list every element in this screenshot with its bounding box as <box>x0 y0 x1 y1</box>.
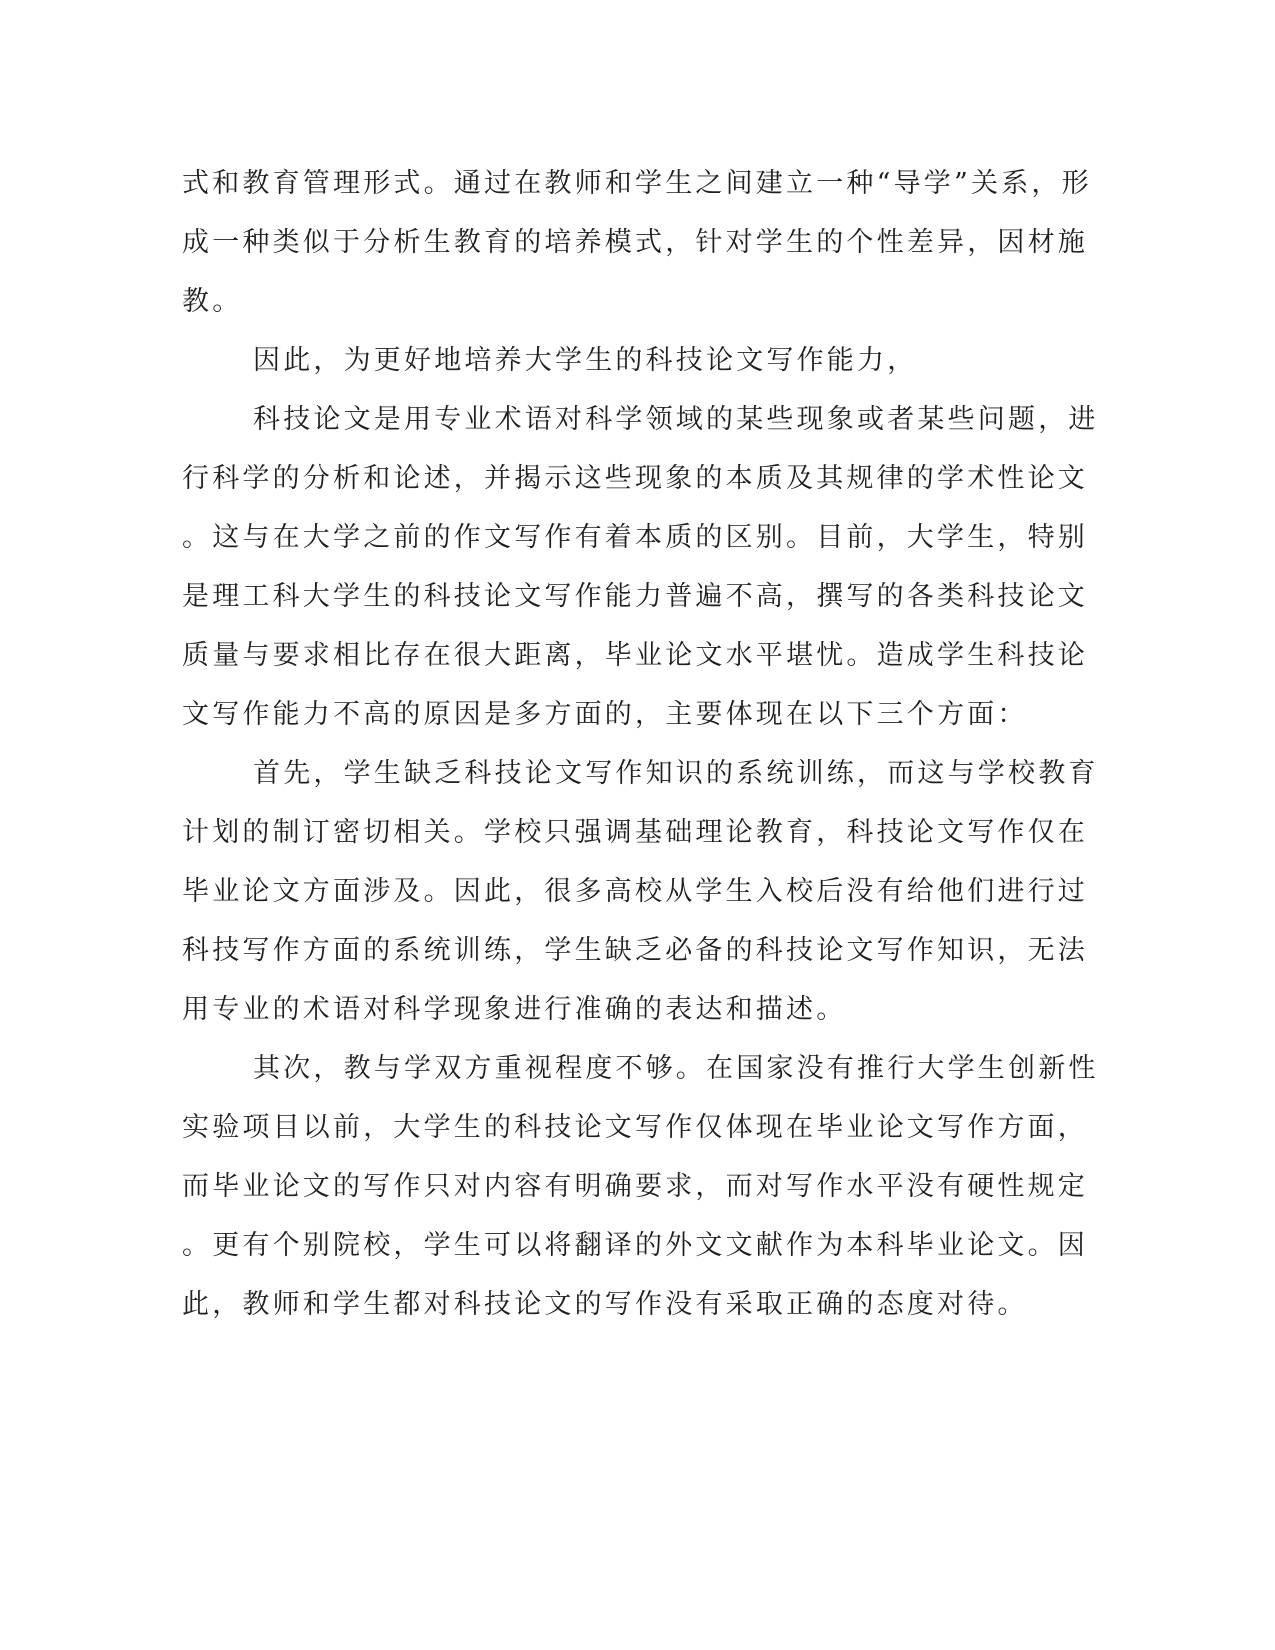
document-body <box>182 154 1099 1334</box>
text-line: 毕业论文方面涉及。因此，很多高校从学生入校后没有给他们进行过 <box>182 876 1088 907</box>
paragraph-first-line: 首先，学生缺乏科技论文写作知识的系统训练，而这与学校教育 <box>253 758 1099 789</box>
text-line: 计划的制订密切相关。学校只强调基础理论教育，科技论文写作仅在 <box>182 817 1088 848</box>
text-line: 科技写作方面的系统训练，学生缺乏必备的科技论文写作知识，无法 <box>182 935 1088 966</box>
text-line: 文写作能力不高的原因是多方面的，主要体现在以下三个方面： <box>182 699 1028 730</box>
text-line: 此，教师和学生都对科技论文的写作没有采取正确的态度对待。 <box>182 1289 1028 1320</box>
text-line: 教。 <box>182 286 243 317</box>
text-line: 成一种类似于分析生教育的培养模式，针对学生的个性差异，因材施 <box>182 227 1088 258</box>
text-line: 质量与要求相比存在很大距离，毕业论文水平堪忧。造成学生科技论 <box>182 640 1088 671</box>
text-line: 用专业的术语对科学现象进行准确的表达和描述。 <box>182 994 847 1025</box>
text-line: 。更有个别院校，学生可以将翻译的外文文献作为本科毕业论文。因 <box>182 1230 1088 1261</box>
text-line: 是理工科大学生的科技论文写作能力普遍不高，撰写的各类科技论文 <box>182 581 1088 612</box>
paragraph-first-line: 其次，教与学双方重视程度不够。在国家没有推行大学生创新性 <box>253 1053 1099 1084</box>
text-line: 式和教育管理形式。通过在教师和学生之间建立一种“导学”关系，形 <box>182 168 1092 199</box>
text-line: 而毕业论文的写作只对内容有明确要求，而对写作水平没有硬性规定 <box>182 1171 1088 1202</box>
text-line: 。这与在大学之前的作文写作有着本质的区别。目前，大学生，特别 <box>182 522 1088 553</box>
paragraph-first-line: 因此，为更好地培养大学生的科技论文写作能力， <box>253 345 918 376</box>
text-line: 实验项目以前，大学生的科技论文写作仅体现在毕业论文写作方面， <box>182 1112 1088 1143</box>
paragraph-first-line: 科技论文是用专业术语对科学领域的某些现象或者某些问题，进 <box>253 404 1099 435</box>
text-line: 行科学的分析和论述，并揭示这些现象的本质及其规律的学术性论文 <box>182 463 1088 494</box>
